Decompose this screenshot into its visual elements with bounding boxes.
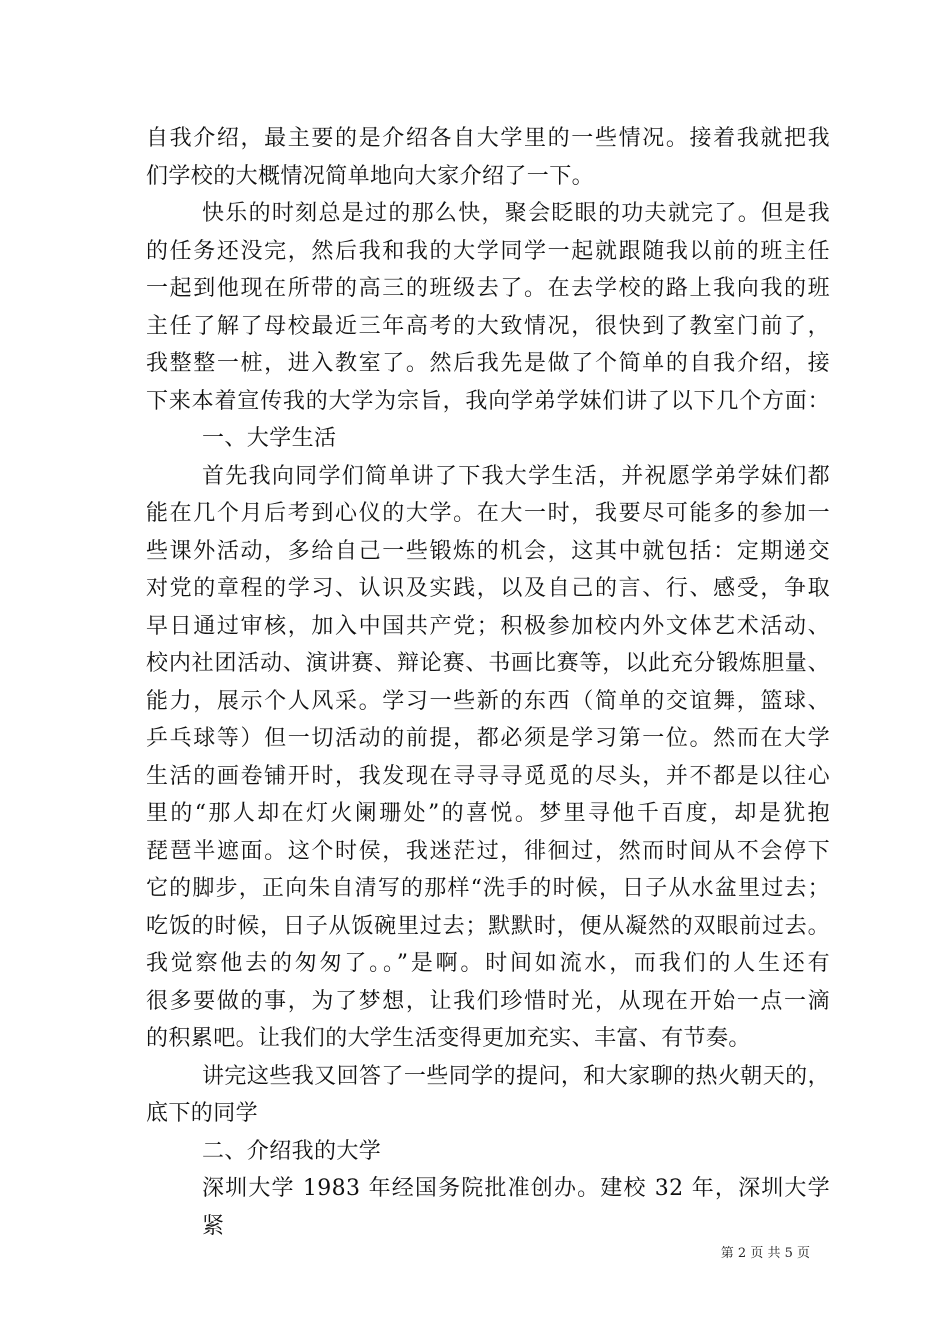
text-line: 主任了解了母校最近三年高考的大致情况，很快到了教室门前了， xyxy=(146,313,830,339)
text-line: 早日通过审核，加入中国共产党；积极参加校内外文体艺术活动、 xyxy=(146,613,830,639)
text-line: 深圳大学 1983 年经国务院批准创办。建校 32 年，深圳大学紧 xyxy=(202,1176,830,1239)
text-line: 一、大学生活 xyxy=(202,426,337,451)
text-line: 能在几个月后考到心仪的大学。在大一时，我要尽可能多的参加一 xyxy=(146,501,830,526)
page-number: 第 2 页 共 5 页 xyxy=(720,1246,810,1261)
text-line: 很多要做的事，为了梦想，让我们珍惜时光，从现在开始一点一滴 xyxy=(146,988,830,1014)
text-line: 乒乓球等）但一切活动的前提，都必须是学习第一位。然而在大学 xyxy=(146,726,830,751)
text-line: 我觉察他去的匆匆了。。”是啊。时间如流水，而我们的人生还有 xyxy=(146,951,830,976)
text-line: 里的“那人却在灯火阑珊处”的喜悦。梦里寻他千百度，却是犹抱 xyxy=(146,801,830,826)
text-line: 它的脚步，正向朱自清写的那样“洗手的时候，日子从水盆里过去； xyxy=(146,876,830,901)
text-line: 二、介绍我的大学 xyxy=(202,1138,382,1164)
text-line: 的积累吧。让我们的大学生活变得更加充实、丰富、有节奏。 xyxy=(146,1026,751,1051)
text-line: 校内社团活动、演讲赛、辩论赛、书画比赛等，以此充分锻炼胆量、 xyxy=(146,651,830,676)
text-line: 对党的章程的学习、认识及实践，以及自己的言、行、感受，争取 xyxy=(146,576,830,601)
text-line: 些课外活动，多给自己一些锻炼的机会，这其中就包括：定期递交 xyxy=(146,538,830,564)
text-line: 吃饭的时候，日子从饭碗里过去；默默时，便从凝然的双眼前过去。 xyxy=(146,913,830,939)
document-body xyxy=(146,120,830,1239)
text-line: 讲完这些我又回答了一些同学的提问，和大家聊的热火朝天的， xyxy=(202,1063,830,1089)
text-line: 琵琶半遮面。这个时侯，我迷茫过，徘徊过，然而时间从不会停下 xyxy=(146,838,830,864)
text-line: 底下的同学 xyxy=(146,1101,259,1126)
text-line: 一起到他现在所带的高三的班级去了。在去学校的路上我向我的班 xyxy=(146,276,830,301)
text-line: 快乐的时刻总是过的那么快，聚会眨眼的功夫就完了。但是我 xyxy=(202,201,830,226)
text-line: 生活的画卷铺开时，我发现在寻寻寻觅觅的尽头，并不都是以往心 xyxy=(146,763,830,789)
text-line: 的任务还没完，然后我和我的大学同学一起就跟随我以前的班主任 xyxy=(146,238,830,264)
text-line: 我整整一桩，进入教室了。然后我先是做了个简单的自我介绍，接 xyxy=(146,351,830,376)
text-line: 自我介绍，最主要的是介绍各自大学里的一些情况。接着我就把我 xyxy=(146,126,830,151)
text-line: 首先我向同学们简单讲了下我大学生活，并祝愿学弟学妹们都 xyxy=(202,463,830,489)
text-line: 们学校的大概情况简单地向大家介绍了一下。 xyxy=(146,163,595,189)
text-line: 能力，展示个人风采。学习一些新的东西（简单的交谊舞，篮球、 xyxy=(146,688,830,714)
text-line: 下来本着宣传我的大学为宗旨，我向学弟学妹们讲了以下几个方面： xyxy=(146,388,830,414)
